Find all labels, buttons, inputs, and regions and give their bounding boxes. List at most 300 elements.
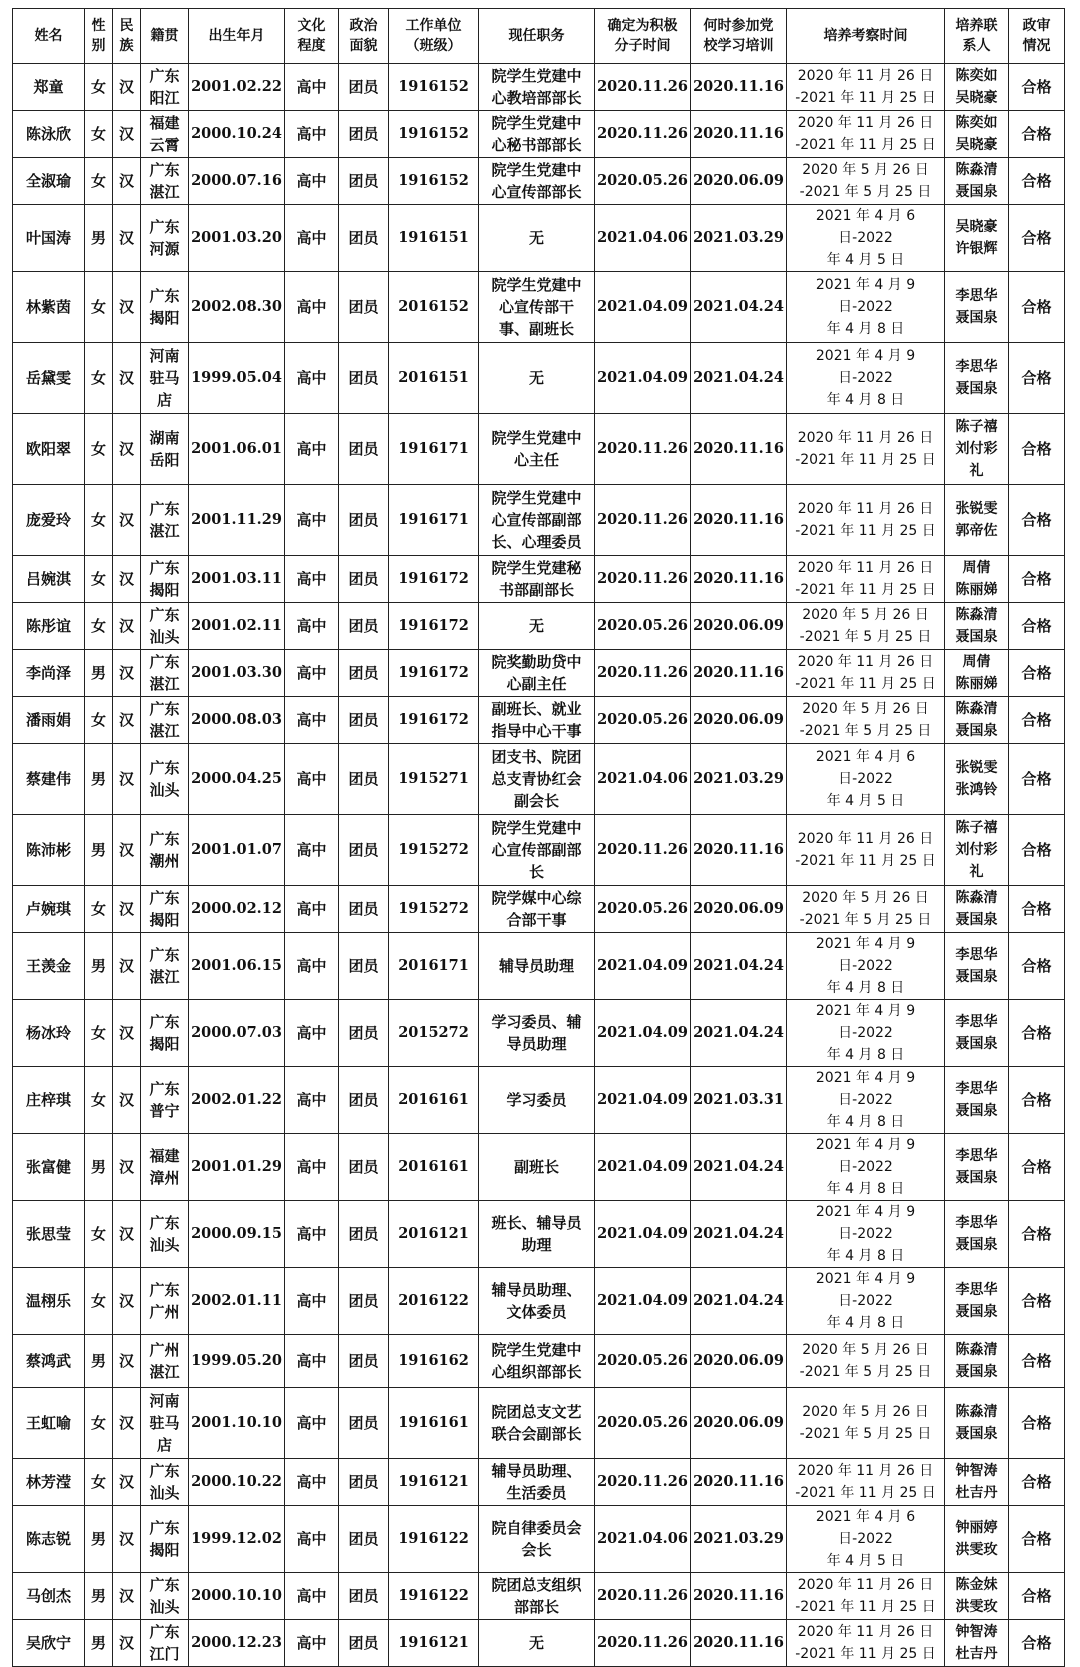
cell-observation-period: 2021 年 4 月 9 日-2022 年 4 月 8 日 bbox=[787, 1201, 945, 1268]
cell-ethnicity: 汉 bbox=[113, 933, 141, 1000]
cell-name: 张富健 bbox=[13, 1134, 85, 1201]
cell-birth-date: 2001.02.11 bbox=[189, 603, 285, 650]
cell-political-status: 团员 bbox=[339, 1573, 389, 1620]
cell-name: 叶国涛 bbox=[13, 205, 85, 272]
cell-education: 高中 bbox=[285, 64, 339, 111]
cell-political-status: 团员 bbox=[339, 603, 389, 650]
cell-unit: 1916121 bbox=[389, 1620, 479, 1667]
cell-gender: 女 bbox=[85, 272, 113, 343]
cell-ethnicity: 汉 bbox=[113, 556, 141, 603]
cell-name: 卢婉琪 bbox=[13, 886, 85, 933]
cell-education: 高中 bbox=[285, 1459, 339, 1506]
cell-training-date: 2020.11.16 bbox=[691, 111, 787, 158]
cell-education: 高中 bbox=[285, 650, 339, 697]
cell-unit: 2016161 bbox=[389, 1134, 479, 1201]
cell-ethnicity: 汉 bbox=[113, 158, 141, 205]
cell-gender: 女 bbox=[85, 1067, 113, 1134]
cell-review: 合格 bbox=[1009, 650, 1065, 697]
cell-gender: 女 bbox=[85, 1388, 113, 1459]
cell-unit: 1916171 bbox=[389, 485, 479, 556]
cell-training-date: 2020.11.16 bbox=[691, 414, 787, 485]
cell-education: 高中 bbox=[285, 556, 339, 603]
cell-birth-date: 2001.01.07 bbox=[189, 815, 285, 886]
cell-birth-date: 2000.08.03 bbox=[189, 697, 285, 744]
cell-activist-date: 2020.11.26 bbox=[595, 414, 691, 485]
cell-political-status: 团员 bbox=[339, 485, 389, 556]
cell-training-date: 2021.03.29 bbox=[691, 205, 787, 272]
cell-current-post: 无 bbox=[479, 343, 595, 414]
cell-origin: 广东 潮州 bbox=[141, 815, 189, 886]
cell-activist-date: 2021.04.09 bbox=[595, 343, 691, 414]
cell-education: 高中 bbox=[285, 158, 339, 205]
cell-ethnicity: 汉 bbox=[113, 886, 141, 933]
cell-origin: 广东 揭阳 bbox=[141, 556, 189, 603]
cell-ethnicity: 汉 bbox=[113, 343, 141, 414]
cell-name: 全淑瑜 bbox=[13, 158, 85, 205]
cell-training-date: 2020.06.09 bbox=[691, 158, 787, 205]
cell-gender: 男 bbox=[85, 650, 113, 697]
cell-origin: 广东 湛江 bbox=[141, 697, 189, 744]
table-row bbox=[13, 1335, 1065, 1388]
cell-education: 高中 bbox=[285, 815, 339, 886]
cell-observation-period: 2020 年 11 月 26 日 -2021 年 11 月 25 日 bbox=[787, 1459, 945, 1506]
cell-observation-period: 2020 年 11 月 26 日 -2021 年 11 月 25 日 bbox=[787, 1620, 945, 1667]
cell-current-post: 院学生党建中 心秘书部部长 bbox=[479, 111, 595, 158]
cell-birth-date: 2002.01.22 bbox=[189, 1067, 285, 1134]
cell-name: 温栩乐 bbox=[13, 1268, 85, 1335]
cell-unit: 1916172 bbox=[389, 650, 479, 697]
cell-contact-person: 陈奕如 吴晓豪 bbox=[945, 111, 1009, 158]
cell-training-date: 2020.11.16 bbox=[691, 1459, 787, 1506]
cell-ethnicity: 汉 bbox=[113, 1067, 141, 1134]
header-name: 姓名 bbox=[13, 9, 85, 64]
cell-ethnicity: 汉 bbox=[113, 1573, 141, 1620]
cell-observation-period: 2021 年 4 月 9 日-2022 年 4 月 8 日 bbox=[787, 1268, 945, 1335]
cell-activist-date: 2020.05.26 bbox=[595, 603, 691, 650]
cell-contact-person: 吴晓豪 许银辉 bbox=[945, 205, 1009, 272]
cell-review: 合格 bbox=[1009, 414, 1065, 485]
table-row bbox=[13, 1000, 1065, 1067]
table-row bbox=[13, 205, 1065, 272]
cell-review: 合格 bbox=[1009, 744, 1065, 815]
table-row bbox=[13, 556, 1065, 603]
cell-current-post: 院团总支组织 部部长 bbox=[479, 1573, 595, 1620]
cell-training-date: 2021.04.24 bbox=[691, 343, 787, 414]
cell-name: 张思莹 bbox=[13, 1201, 85, 1268]
cell-political-status: 团员 bbox=[339, 933, 389, 1000]
cell-name: 陈志锐 bbox=[13, 1506, 85, 1573]
cell-training-date: 2021.04.24 bbox=[691, 1268, 787, 1335]
cell-activist-date: 2020.11.26 bbox=[595, 815, 691, 886]
cell-observation-period: 2021 年 4 月 6 日-2022 年 4 月 5 日 bbox=[787, 1506, 945, 1573]
cell-origin: 广东 揭阳 bbox=[141, 272, 189, 343]
cell-current-post: 副班长、就业 指导中心干事 bbox=[479, 697, 595, 744]
cell-activist-date: 2021.04.09 bbox=[595, 1000, 691, 1067]
cell-name: 庞爱玲 bbox=[13, 485, 85, 556]
cell-origin: 广州 湛江 bbox=[141, 1335, 189, 1388]
cell-contact-person: 陈淼清 聂国泉 bbox=[945, 158, 1009, 205]
table-row bbox=[13, 697, 1065, 744]
cell-contact-person: 张锐雯 张鸿铃 bbox=[945, 744, 1009, 815]
cell-unit: 1916162 bbox=[389, 1335, 479, 1388]
cell-activist-date: 2021.04.06 bbox=[595, 205, 691, 272]
cell-current-post: 无 bbox=[479, 205, 595, 272]
cell-activist-date: 2020.11.26 bbox=[595, 556, 691, 603]
cell-review: 合格 bbox=[1009, 343, 1065, 414]
cell-gender: 男 bbox=[85, 1335, 113, 1388]
cell-birth-date: 2001.02.22 bbox=[189, 64, 285, 111]
cell-political-status: 团员 bbox=[339, 205, 389, 272]
cell-birth-date: 2001.03.11 bbox=[189, 556, 285, 603]
cell-name: 陈泳欣 bbox=[13, 111, 85, 158]
cell-current-post: 院学媒中心综 合部干事 bbox=[479, 886, 595, 933]
cell-unit: 1915272 bbox=[389, 886, 479, 933]
cell-education: 高中 bbox=[285, 1201, 339, 1268]
cell-origin: 湖南 岳阳 bbox=[141, 414, 189, 485]
cell-name: 林紫茵 bbox=[13, 272, 85, 343]
table-row bbox=[13, 414, 1065, 485]
table-row bbox=[13, 1134, 1065, 1201]
cell-political-status: 团员 bbox=[339, 64, 389, 111]
cell-contact-person: 钟智涛 杜吉丹 bbox=[945, 1620, 1009, 1667]
header-origin: 籍贯 bbox=[141, 9, 189, 64]
cell-gender: 女 bbox=[85, 158, 113, 205]
cell-review: 合格 bbox=[1009, 1573, 1065, 1620]
table-row bbox=[13, 1620, 1065, 1667]
table-header-row bbox=[13, 9, 1065, 64]
cell-origin: 河南 驻马 店 bbox=[141, 1388, 189, 1459]
cell-ethnicity: 汉 bbox=[113, 1201, 141, 1268]
cell-birth-date: 2000.09.15 bbox=[189, 1201, 285, 1268]
table-row bbox=[13, 1268, 1065, 1335]
cell-ethnicity: 汉 bbox=[113, 485, 141, 556]
cell-political-status: 团员 bbox=[339, 697, 389, 744]
cell-unit: 2016121 bbox=[389, 1201, 479, 1268]
cell-education: 高中 bbox=[285, 111, 339, 158]
cell-activist-date: 2020.11.26 bbox=[595, 111, 691, 158]
cell-training-date: 2020.11.16 bbox=[691, 650, 787, 697]
cell-review: 合格 bbox=[1009, 1201, 1065, 1268]
cell-political-status: 团员 bbox=[339, 111, 389, 158]
cell-education: 高中 bbox=[285, 697, 339, 744]
cell-gender: 女 bbox=[85, 414, 113, 485]
cell-current-post: 院学生党建中 心教培部部长 bbox=[479, 64, 595, 111]
cell-observation-period: 2020 年 11 月 26 日 -2021 年 11 月 25 日 bbox=[787, 815, 945, 886]
header-contact-person: 培养联 系人 bbox=[945, 9, 1009, 64]
cell-gender: 女 bbox=[85, 111, 113, 158]
cell-name: 王虹喻 bbox=[13, 1388, 85, 1459]
cell-name: 林芳滢 bbox=[13, 1459, 85, 1506]
cell-activist-date: 2020.05.26 bbox=[595, 1335, 691, 1388]
cell-education: 高中 bbox=[285, 933, 339, 1000]
cell-gender: 女 bbox=[85, 1201, 113, 1268]
cell-origin: 广东 汕头 bbox=[141, 1201, 189, 1268]
cell-current-post: 院学生党建秘 书部副部长 bbox=[479, 556, 595, 603]
cell-birth-date: 2000.12.23 bbox=[189, 1620, 285, 1667]
cell-training-date: 2020.11.16 bbox=[691, 64, 787, 111]
cell-birth-date: 2000.10.24 bbox=[189, 111, 285, 158]
cell-observation-period: 2021 年 4 月 6 日-2022 年 4 月 5 日 bbox=[787, 205, 945, 272]
cell-political-status: 团员 bbox=[339, 744, 389, 815]
cell-unit: 1916152 bbox=[389, 158, 479, 205]
cell-observation-period: 2020 年 5 月 26 日 -2021 年 5 月 25 日 bbox=[787, 1388, 945, 1459]
cell-review: 合格 bbox=[1009, 603, 1065, 650]
header-ethnicity: 民 族 bbox=[113, 9, 141, 64]
cell-review: 合格 bbox=[1009, 697, 1065, 744]
cell-gender: 女 bbox=[85, 1268, 113, 1335]
cell-review: 合格 bbox=[1009, 272, 1065, 343]
table-row bbox=[13, 933, 1065, 1000]
cell-observation-period: 2021 年 4 月 9 日-2022 年 4 月 8 日 bbox=[787, 1134, 945, 1201]
cell-gender: 男 bbox=[85, 744, 113, 815]
cell-training-date: 2020.11.16 bbox=[691, 815, 787, 886]
header-unit: 工作单位 （班级） bbox=[389, 9, 479, 64]
cell-origin: 河南 驻马 店 bbox=[141, 343, 189, 414]
cell-observation-period: 2021 年 4 月 9 日-2022 年 4 月 8 日 bbox=[787, 933, 945, 1000]
cell-political-status: 团员 bbox=[339, 1067, 389, 1134]
cell-ethnicity: 汉 bbox=[113, 744, 141, 815]
cell-unit: 1916122 bbox=[389, 1573, 479, 1620]
cell-gender: 男 bbox=[85, 1620, 113, 1667]
cell-unit: 2015272 bbox=[389, 1000, 479, 1067]
cell-review: 合格 bbox=[1009, 1620, 1065, 1667]
cell-origin: 广东 湛江 bbox=[141, 485, 189, 556]
cell-ethnicity: 汉 bbox=[113, 1459, 141, 1506]
cell-current-post: 辅导员助理 bbox=[479, 933, 595, 1000]
page bbox=[12, 8, 1064, 1667]
cell-review: 合格 bbox=[1009, 1388, 1065, 1459]
cell-contact-person: 陈子禧 刘付彩 礼 bbox=[945, 414, 1009, 485]
cell-name: 潘雨娟 bbox=[13, 697, 85, 744]
cell-origin: 广东 广州 bbox=[141, 1268, 189, 1335]
cell-contact-person: 陈淼清 聂国泉 bbox=[945, 697, 1009, 744]
cell-education: 高中 bbox=[285, 343, 339, 414]
cell-origin: 广东 揭阳 bbox=[141, 1000, 189, 1067]
cell-contact-person: 陈淼清 聂国泉 bbox=[945, 603, 1009, 650]
cell-review: 合格 bbox=[1009, 1134, 1065, 1201]
cell-contact-person: 李思华 聂国泉 bbox=[945, 272, 1009, 343]
cell-ethnicity: 汉 bbox=[113, 697, 141, 744]
cell-name: 欧阳翠 bbox=[13, 414, 85, 485]
cell-gender: 男 bbox=[85, 1573, 113, 1620]
cell-activist-date: 2020.11.26 bbox=[595, 64, 691, 111]
table-row bbox=[13, 64, 1065, 111]
cell-observation-period: 2021 年 4 月 9 日-2022 年 4 月 8 日 bbox=[787, 1000, 945, 1067]
header-current-post: 现任职务 bbox=[479, 9, 595, 64]
cell-unit: 2016152 bbox=[389, 272, 479, 343]
cell-training-date: 2020.06.09 bbox=[691, 603, 787, 650]
cell-political-status: 团员 bbox=[339, 556, 389, 603]
cell-activist-date: 2020.11.26 bbox=[595, 485, 691, 556]
cell-ethnicity: 汉 bbox=[113, 64, 141, 111]
cell-observation-period: 2020 年 5 月 26 日 -2021 年 5 月 25 日 bbox=[787, 1335, 945, 1388]
cell-political-status: 团员 bbox=[339, 158, 389, 205]
cell-birth-date: 2001.01.29 bbox=[189, 1134, 285, 1201]
cell-origin: 广东 汕头 bbox=[141, 1573, 189, 1620]
cell-name: 岳黛雯 bbox=[13, 343, 85, 414]
cell-activist-date: 2020.11.26 bbox=[595, 650, 691, 697]
header-observation-period: 培养考察时间 bbox=[787, 9, 945, 64]
cell-review: 合格 bbox=[1009, 556, 1065, 603]
cell-origin: 广东 普宁 bbox=[141, 1067, 189, 1134]
cell-contact-person: 李思华 聂国泉 bbox=[945, 1201, 1009, 1268]
cell-current-post: 班长、辅导员 助理 bbox=[479, 1201, 595, 1268]
cell-training-date: 2021.03.31 bbox=[691, 1067, 787, 1134]
cell-birth-date: 2001.11.29 bbox=[189, 485, 285, 556]
cell-current-post: 院团总支文艺 联合会副部长 bbox=[479, 1388, 595, 1459]
cell-gender: 男 bbox=[85, 1506, 113, 1573]
cell-current-post: 院自律委员会 会长 bbox=[479, 1506, 595, 1573]
table-row bbox=[13, 1067, 1065, 1134]
cell-gender: 女 bbox=[85, 64, 113, 111]
cell-activist-date: 2021.04.09 bbox=[595, 1134, 691, 1201]
cell-education: 高中 bbox=[285, 485, 339, 556]
cell-origin: 广东 阳江 bbox=[141, 64, 189, 111]
cell-review: 合格 bbox=[1009, 1268, 1065, 1335]
cell-political-status: 团员 bbox=[339, 1459, 389, 1506]
cell-contact-person: 张锐雯 郭帝佐 bbox=[945, 485, 1009, 556]
cell-contact-person: 周倩 陈丽娣 bbox=[945, 556, 1009, 603]
cell-gender: 女 bbox=[85, 343, 113, 414]
cell-education: 高中 bbox=[285, 205, 339, 272]
cell-name: 吴欣宁 bbox=[13, 1620, 85, 1667]
cell-origin: 广东 揭阳 bbox=[141, 1506, 189, 1573]
cell-current-post: 院学生党建中 心宣传部副部 长 bbox=[479, 815, 595, 886]
cell-observation-period: 2020 年 11 月 26 日 -2021 年 11 月 25 日 bbox=[787, 1573, 945, 1620]
cell-review: 合格 bbox=[1009, 485, 1065, 556]
cell-review: 合格 bbox=[1009, 1335, 1065, 1388]
header-gender: 性 别 bbox=[85, 9, 113, 64]
cell-observation-period: 2020 年 11 月 26 日 -2021 年 11 月 25 日 bbox=[787, 485, 945, 556]
cell-contact-person: 钟智涛 杜吉丹 bbox=[945, 1459, 1009, 1506]
cell-unit: 1916172 bbox=[389, 603, 479, 650]
cell-gender: 男 bbox=[85, 205, 113, 272]
cell-unit: 2016171 bbox=[389, 933, 479, 1000]
cell-birth-date: 2002.08.30 bbox=[189, 272, 285, 343]
cell-education: 高中 bbox=[285, 414, 339, 485]
cell-review: 合格 bbox=[1009, 64, 1065, 111]
table-row bbox=[13, 343, 1065, 414]
cell-current-post: 无 bbox=[479, 603, 595, 650]
cell-education: 高中 bbox=[285, 1067, 339, 1134]
cell-contact-person: 李思华 聂国泉 bbox=[945, 1268, 1009, 1335]
cell-training-date: 2021.04.24 bbox=[691, 1000, 787, 1067]
cell-ethnicity: 汉 bbox=[113, 603, 141, 650]
cell-training-date: 2021.04.24 bbox=[691, 933, 787, 1000]
cell-gender: 男 bbox=[85, 815, 113, 886]
cell-ethnicity: 汉 bbox=[113, 1620, 141, 1667]
cell-contact-person: 李思华 聂国泉 bbox=[945, 1067, 1009, 1134]
cell-contact-person: 李思华 聂国泉 bbox=[945, 1134, 1009, 1201]
cell-education: 高中 bbox=[285, 1268, 339, 1335]
cell-birth-date: 2001.03.20 bbox=[189, 205, 285, 272]
cell-origin: 广东 汕头 bbox=[141, 1459, 189, 1506]
cell-gender: 女 bbox=[85, 603, 113, 650]
cell-activist-date: 2020.11.26 bbox=[595, 1620, 691, 1667]
cell-training-date: 2021.04.24 bbox=[691, 1201, 787, 1268]
cell-current-post: 辅导员助理、 文体委员 bbox=[479, 1268, 595, 1335]
cell-observation-period: 2020 年 5 月 26 日 -2021 年 5 月 25 日 bbox=[787, 603, 945, 650]
cell-origin: 广东 汕头 bbox=[141, 744, 189, 815]
header-review: 政审 情况 bbox=[1009, 9, 1065, 64]
header-activist-date: 确定为积极 分子时间 bbox=[595, 9, 691, 64]
cell-contact-person: 钟丽婷 洪雯玫 bbox=[945, 1506, 1009, 1573]
cell-observation-period: 2020 年 5 月 26 日 -2021 年 5 月 25 日 bbox=[787, 158, 945, 205]
cell-contact-person: 李思华 聂国泉 bbox=[945, 1000, 1009, 1067]
header-education: 文化 程度 bbox=[285, 9, 339, 64]
cell-training-date: 2020.11.16 bbox=[691, 556, 787, 603]
cell-contact-person: 陈金妹 洪雯玫 bbox=[945, 1573, 1009, 1620]
cell-birth-date: 1999.05.20 bbox=[189, 1335, 285, 1388]
cell-observation-period: 2021 年 4 月 9 日-2022 年 4 月 8 日 bbox=[787, 343, 945, 414]
cell-current-post: 院学生党建中 心宣传部干 事、副班长 bbox=[479, 272, 595, 343]
cell-education: 高中 bbox=[285, 1620, 339, 1667]
table-row bbox=[13, 111, 1065, 158]
cell-current-post: 院学生党建中 心主任 bbox=[479, 414, 595, 485]
cell-origin: 福建 云霄 bbox=[141, 111, 189, 158]
cell-origin: 广东 揭阳 bbox=[141, 886, 189, 933]
header-birth-date: 出生年月 bbox=[189, 9, 285, 64]
cell-activist-date: 2020.05.26 bbox=[595, 1388, 691, 1459]
cell-activist-date: 2021.04.09 bbox=[595, 1201, 691, 1268]
table-row bbox=[13, 650, 1065, 697]
cell-activist-date: 2020.11.26 bbox=[595, 1573, 691, 1620]
cell-birth-date: 1999.12.02 bbox=[189, 1506, 285, 1573]
header-political-status: 政治 面貌 bbox=[339, 9, 389, 64]
cell-activist-date: 2020.05.26 bbox=[595, 158, 691, 205]
cell-name: 蔡鸿武 bbox=[13, 1335, 85, 1388]
cell-ethnicity: 汉 bbox=[113, 650, 141, 697]
cell-origin: 广东 湛江 bbox=[141, 650, 189, 697]
cell-review: 合格 bbox=[1009, 1067, 1065, 1134]
cell-review: 合格 bbox=[1009, 933, 1065, 1000]
cell-gender: 女 bbox=[85, 697, 113, 744]
cell-name: 庄梓琪 bbox=[13, 1067, 85, 1134]
cell-review: 合格 bbox=[1009, 111, 1065, 158]
table-row bbox=[13, 815, 1065, 886]
table-body bbox=[13, 64, 1065, 1667]
cell-origin: 广东 湛江 bbox=[141, 933, 189, 1000]
cell-unit: 1916152 bbox=[389, 64, 479, 111]
cell-political-status: 团员 bbox=[339, 414, 389, 485]
cell-ethnicity: 汉 bbox=[113, 1506, 141, 1573]
cell-birth-date: 2001.06.15 bbox=[189, 933, 285, 1000]
cell-education: 高中 bbox=[285, 1388, 339, 1459]
cell-current-post: 无 bbox=[479, 1620, 595, 1667]
cell-political-status: 团员 bbox=[339, 1201, 389, 1268]
cell-observation-period: 2020 年 11 月 26 日 -2021 年 11 月 25 日 bbox=[787, 414, 945, 485]
cell-contact-person: 陈子禧 刘付彩 礼 bbox=[945, 815, 1009, 886]
cell-origin: 福建 漳州 bbox=[141, 1134, 189, 1201]
cell-observation-period: 2021 年 4 月 6 日-2022 年 4 月 5 日 bbox=[787, 744, 945, 815]
cell-observation-period: 2021 年 4 月 9 日-2022 年 4 月 8 日 bbox=[787, 272, 945, 343]
cell-political-status: 团员 bbox=[339, 650, 389, 697]
cell-observation-period: 2020 年 11 月 26 日 -2021 年 11 月 25 日 bbox=[787, 556, 945, 603]
cell-unit: 2016161 bbox=[389, 1067, 479, 1134]
cell-education: 高中 bbox=[285, 1573, 339, 1620]
cell-ethnicity: 汉 bbox=[113, 1000, 141, 1067]
cell-unit: 1916122 bbox=[389, 1506, 479, 1573]
cell-gender: 男 bbox=[85, 933, 113, 1000]
cell-origin: 广东 江门 bbox=[141, 1620, 189, 1667]
cell-ethnicity: 汉 bbox=[113, 205, 141, 272]
cell-training-date: 2020.06.09 bbox=[691, 1388, 787, 1459]
cell-political-status: 团员 bbox=[339, 1335, 389, 1388]
cell-current-post: 院学生党建中 心宣传部副部 长、心理委员 bbox=[479, 485, 595, 556]
cell-contact-person: 陈淼清 聂国泉 bbox=[945, 1388, 1009, 1459]
cell-observation-period: 2020 年 5 月 26 日 -2021 年 5 月 25 日 bbox=[787, 697, 945, 744]
cell-origin: 广东 河源 bbox=[141, 205, 189, 272]
